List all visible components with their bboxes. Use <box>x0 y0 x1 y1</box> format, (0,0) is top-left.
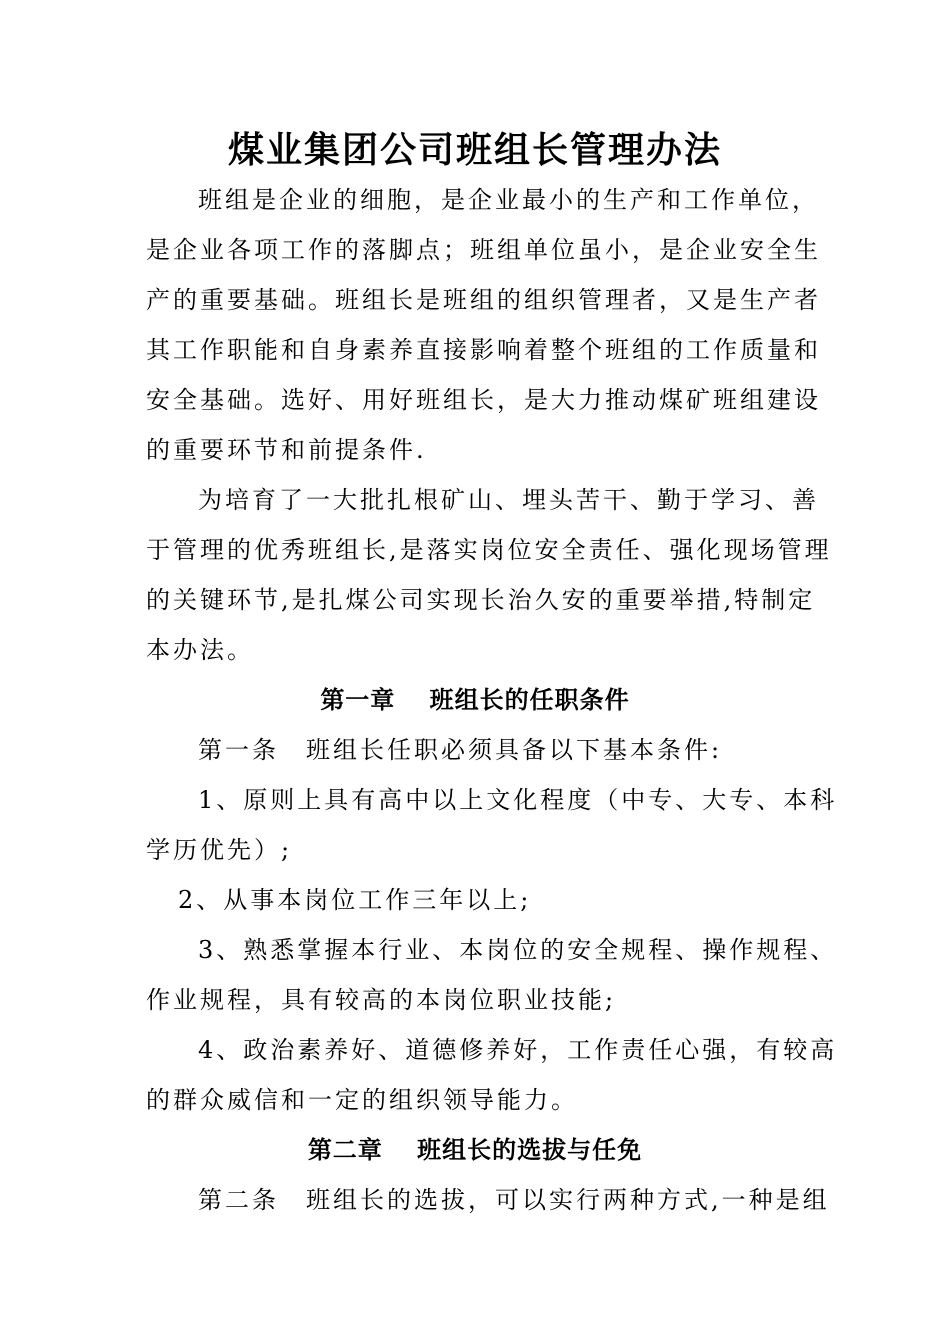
intro-p2-line-3: 的关键环节,是扎煤公司实现长治久安的重要举措,特制定 <box>146 586 816 614</box>
chapter1-item2: 2、从事本岗位工作三年以上; <box>178 886 532 914</box>
chapter1-item1-line-1: 1、原则上具有高中以上文化程度（中专、大专、本科 <box>198 786 838 814</box>
chapter1-item4-line-2: 的群众威信和一定的组织领导能力。 <box>146 1086 578 1114</box>
intro-p2-line-4: 本办法。 <box>146 636 254 664</box>
chapter2-heading: 第二章 班组长的选拔与任免 <box>307 1136 643 1164</box>
chapter1-item3-line-1: 3、熟悉掌握本行业、本岗位的安全规程、操作规程、 <box>198 936 838 964</box>
chapter2-article2: 第二条 班组长的选拔，可以实行两种方式,一种是组 <box>198 1186 830 1214</box>
intro-p1-line-6: 的重要环节和前提条件. <box>146 436 427 464</box>
intro-p1-line-5: 安全基础。选好、用好班组长，是大力推动煤矿班组建设 <box>146 386 821 414</box>
chapter1-article1: 第一条 班组长任职必须具备以下基本条件: <box>198 736 723 764</box>
intro-p1-line-2: 是企业各项工作的落脚点；班组单位虽小，是企业安全生 <box>146 236 821 264</box>
chapter1-item1-line-2: 学历优先）; <box>146 836 293 864</box>
intro-p2-line-1: 为培育了一大批扎根矿山、埋头苦干、勤于学习、善 <box>198 486 819 514</box>
chapter1-item3-line-2: 作业规程，具有较高的本岗位职业技能; <box>146 986 617 1014</box>
intro-p2-line-2: 于管理的优秀班组长,是落实岗位安全责任、强化现场管理 <box>146 536 832 564</box>
chapter1-item4-line-1: 4、政治素养好、道德修养好，工作责任心强，有较高 <box>198 1036 838 1064</box>
document-title: 煤业集团公司班组长管理办法 <box>227 130 722 171</box>
intro-p1-line-3: 产的重要基础。班组长是班组的组织管理者，又是生产者 <box>146 286 821 314</box>
intro-p1-line-4: 其工作职能和自身素养直接影响着整个班组的工作质量和 <box>146 336 821 364</box>
chapter1-heading: 第一章 班组长的任职条件 <box>320 686 630 714</box>
intro-p1-line-1: 班组是企业的细胞，是企业最小的生产和工作单位， <box>198 186 819 214</box>
